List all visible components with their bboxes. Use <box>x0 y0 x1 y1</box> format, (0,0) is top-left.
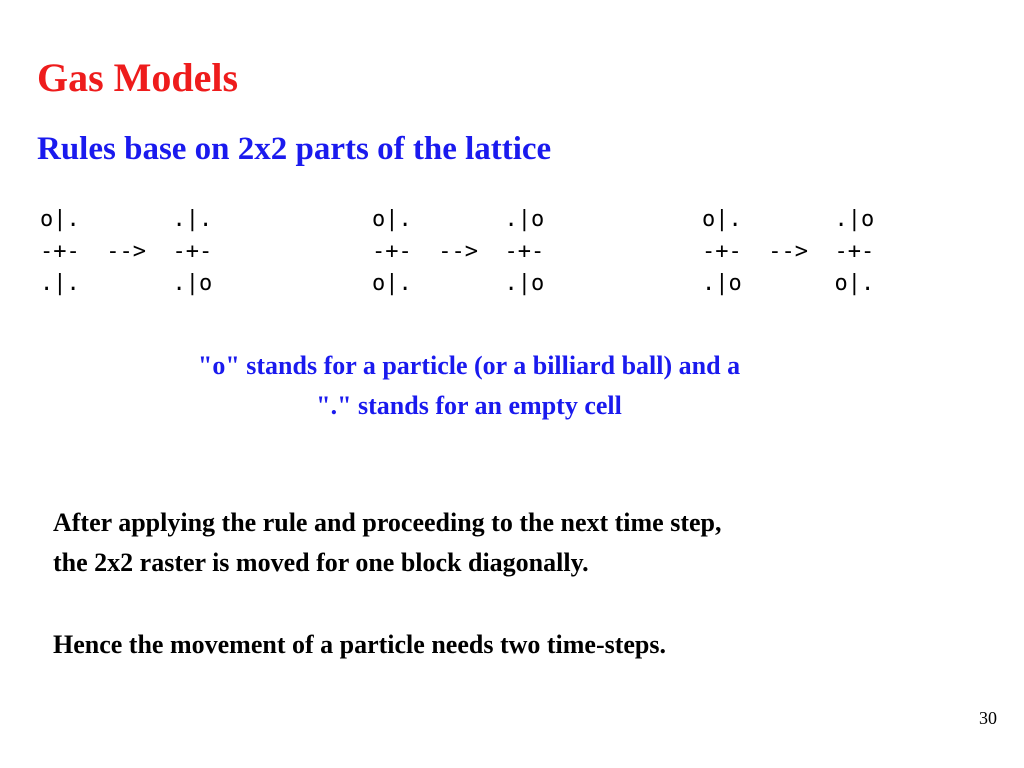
legend-text <box>64 346 874 426</box>
legend-line-1: "o" stands for a particle (or a billiard ball) and a <box>197 351 741 380</box>
legend-line-2: "." stands for an empty cell <box>316 391 622 420</box>
rule-diagram-2: o|. .|o -+- --> -+- o|. .|o <box>372 207 545 296</box>
rule-diagram-1: o|. .|. -+- --> -+- .|. .|o <box>40 207 213 296</box>
body-paragraph-2: Hence the movement of a particle needs two time-steps. <box>53 630 667 659</box>
page-number: 30 <box>979 708 997 728</box>
body-paragraph-1-line-2: the 2x2 raster is moved for one block diagonally. <box>53 548 589 577</box>
slide-subtitle: Rules base on 2x2 parts of the lattice <box>37 131 552 167</box>
body-paragraph-1 <box>53 503 722 583</box>
body-paragraph-1-line-1: After applying the rule and proceeding to the next time step, <box>53 508 722 537</box>
rule-diagram-3: o|. .|o -+- --> -+- .|o o|. <box>702 207 875 296</box>
slide-title: Gas Models <box>37 55 239 100</box>
